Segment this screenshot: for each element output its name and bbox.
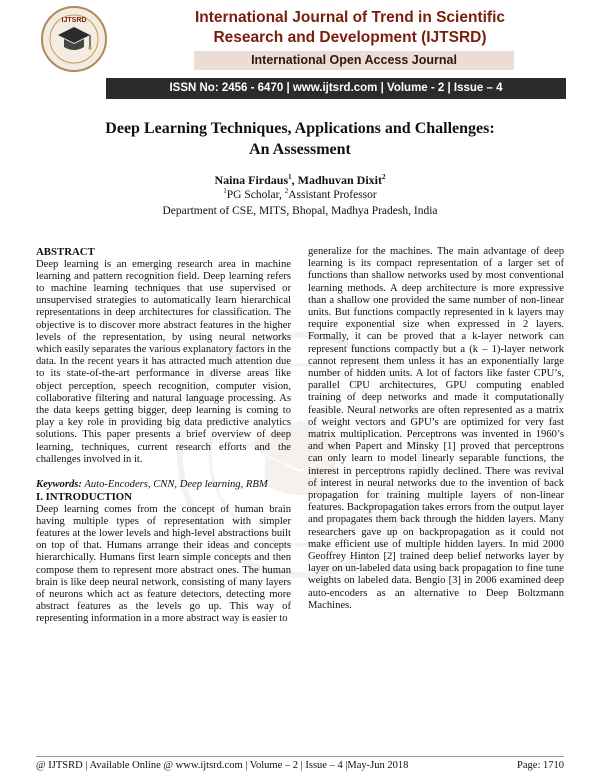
paper-title-line2: An Assessment xyxy=(249,141,351,158)
right-column xyxy=(308,246,564,612)
abstract-heading: ABSTRACT xyxy=(36,246,95,258)
author-separator: , xyxy=(291,173,298,187)
authors xyxy=(40,173,560,187)
introduction-body-right: generalize for the machines. The main advantage of deep learning is its compact representation of a larger set of functions than shallow networks used by most conventional learning methods. A deep architecture is more expressive than a shallow one provided the same number of non-linear units. But functions compactly represented in k layers may require exponential size when expressed in 2 layers. Formally, it can be proved that a k-layer network can represent functions compactly but a (k – 1)-layer network cannot represent them unless it has an exponentially large number of hidden units. A lot of factors like faster CPU’s, parallel CPU architectures, GPU computing enabled training of deep networks and made it computationally feasible. Neural networks are often represented as a matrix of weight vectors and GPU’s are optimized for very fast matrix multiplication. Perceptrons was invented in 1960’s and when Papert and Minsky [1] proved that perceptrons can only learn to model linearly separable functions, the interest in perceptrons rapidly declined. There was revival of interest in neural networks due to the invention of back propagation for training multiple layers of non-linear features. Backpropagation takes errors from the output layer and propagates them back through the hidden layers. Many researchers gave up on backpropagation as it could not make efficient use of multiple hidden layers. In mid 2000 Geoffrey Hinton [2] trained deep belief networks layer by layer on un-labeled data using back propagation to fine tune weights on labeled data. Bengio [3] in 2006 examined deep auto-encoders as an alternative to Deep Boltzmann Machines. xyxy=(308,246,564,611)
affil-1-sup: 1 xyxy=(223,187,227,196)
abstract-body: Deep learning is an emerging research area in machine learning and pattern recognition field. Deep learning refers to machine learning techniques that use supervised or unsupervised strategies to automatically learn hierarchical representations in deep architectures for classification. The objective is to discover more abstract features in the higher levels of the representation, by using neural networks which easily separates the various explanatory factors in the data. In the recent years it has attracted much attention due to its state-of-the-art performance in diverse areas like object perception, speech recognition, computer vision, collaborative filtering and natural language processing. As the data keeps getting bigger, deep learning is coming to play a key role in providing big data predictive analytics solutions. This paper presents a brief overview of deep learning, techniques, current research efforts and the challenges involved in it. xyxy=(36,258,291,465)
open-access-banner: International Open Access Journal xyxy=(194,51,514,70)
journal-title xyxy=(150,8,550,48)
affil-2-sup: 2 xyxy=(284,187,289,196)
ijtsrd-logo xyxy=(40,5,108,73)
introduction-heading: I. INTRODUCTION xyxy=(36,491,132,504)
journal-title-line1: International Journal of Trend in Scientific xyxy=(194,9,506,26)
paper-title-line1: Deep Learning Techniques, Applications and Challenges: xyxy=(105,120,495,137)
svg-text:IJTSRD: IJTSRD xyxy=(61,17,87,24)
page-footer xyxy=(36,759,564,773)
author-1-sup: 1 xyxy=(288,173,292,181)
affil-1: PG Scholar, xyxy=(226,189,285,201)
author-2-sup: 2 xyxy=(382,173,386,181)
keywords xyxy=(36,479,291,491)
journal-title-line2: Research and Development (IJTSRD) xyxy=(213,29,487,46)
affil-2: Assistant Professor xyxy=(288,189,377,201)
department: Department of CSE, MITS, Bhopal, Madhya Pradesh, India xyxy=(162,205,438,217)
introduction-body-left: Deep learning comes from the concept of human brain having multiple types of representation with simpler features at the lower levels and high-level abstractions built on top of that. Humans arrange their ideas and concepts hierarchically. Humans first learn simple concepts and then compose them to represent more abstract ones. The human brain is like deep neural network, consisting of many layers of neurons which act as feature detectors, detecting more abstract features as the levels go up. This way of representing information in a more abstract way is easier to xyxy=(36,503,291,625)
keywords-text: Auto-Encoders, CNN, Deep learning, RBM xyxy=(81,478,268,490)
issn-bar: ISSN No: 2456 - 6470 | www.ijtsrd.com | Volume - 2 | Issue – 4 xyxy=(106,78,566,99)
author-2: Madhuvan Dixit xyxy=(297,173,383,187)
paper-title xyxy=(40,118,560,160)
affiliation-roles xyxy=(40,188,560,202)
footer-divider xyxy=(36,756,564,757)
page-number: Page: 1710 xyxy=(517,760,564,771)
keywords-label: Keywords: xyxy=(36,478,82,490)
left-column xyxy=(36,246,291,626)
author-1: Naina Firdaus xyxy=(214,173,289,187)
footer-citation: @ IJTSRD | Available Online @ www.ijtsrd.com | Volume – 2 | Issue – 4 |May-Jun 2018 xyxy=(36,760,409,771)
